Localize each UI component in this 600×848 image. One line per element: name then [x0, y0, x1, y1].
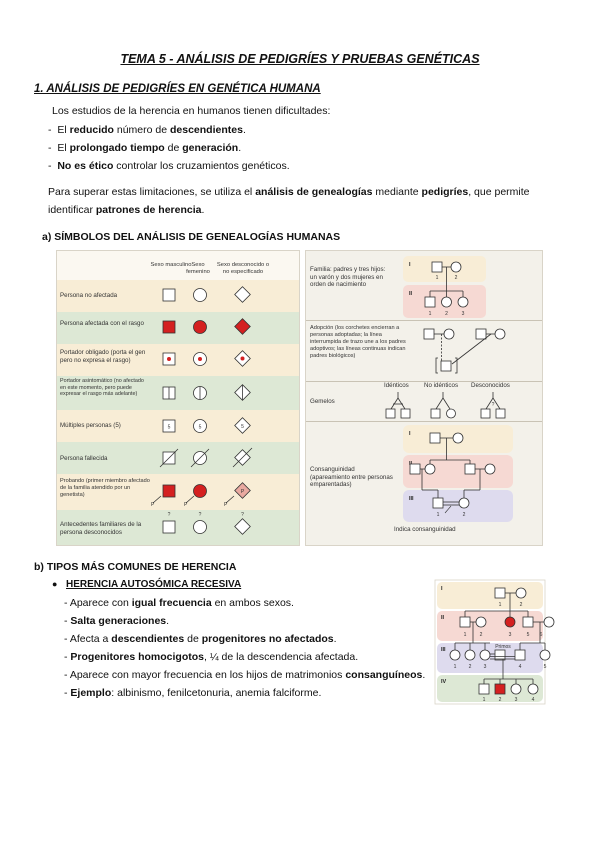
svg-text:II: II	[441, 615, 445, 621]
svg-text:I: I	[441, 586, 443, 592]
twins-nonidentical-label: No idénticos	[424, 382, 459, 389]
svg-text:P: P	[224, 502, 228, 508]
svg-text:5: 5	[241, 424, 244, 430]
subsection-heading: a) SÍMBOLOS DEL ANÁLISIS DE GENEALOGÍAS HUMANAS	[42, 231, 341, 243]
svg-text:2: 2	[498, 697, 502, 703]
svg-text:?: ?	[198, 512, 202, 518]
row-label: Persona fallecida	[60, 455, 108, 462]
list-item: - No es ético controlar los cruzamientos genéticos.	[48, 160, 290, 172]
svg-text:IV: IV	[441, 679, 447, 685]
row-label: Adopción (los corchetes encierran a personas adoptadas; la línea interrumpida de trazo une a los padres adoptivos; las líneas continuas indican padres biológicos)	[310, 325, 406, 359]
row-label: Consanguinidad (apareamiento entre personas emparentadas)	[310, 466, 393, 488]
list-item: - El prolongado tiempo de generación.	[48, 142, 242, 154]
intro-text: Los estudios de la herencia en humanos tienen dificultades:	[52, 105, 331, 117]
list-item: - Aparece con igual frecuencia en ambos sexos.	[64, 597, 294, 609]
svg-text:I: I	[409, 431, 411, 437]
svg-text:II: II	[409, 291, 413, 297]
svg-text:2: 2	[468, 664, 472, 670]
svg-text:4: 4	[518, 664, 522, 670]
row-label: Persona afectada con el rasgo	[60, 320, 144, 327]
page-title: TEMA 5 - ANÁLISIS DE PEDIGRÍES Y PRUEBAS GENÉTICAS	[120, 52, 480, 66]
list-item: - Progenitores homocigotos, ¼ de la descendencia afectada.	[64, 651, 359, 663]
col-header-male: Sexo masculino	[150, 262, 192, 268]
svg-text:4: 4	[531, 697, 535, 703]
svg-text:5: 5	[198, 424, 202, 431]
svg-text:5: 5	[526, 632, 530, 638]
paragraph: identificar patrones de herencia.	[48, 204, 205, 216]
svg-text:1: 1	[463, 632, 467, 638]
svg-text:P: P	[184, 502, 188, 508]
col-header-female: Sexo femenino	[186, 262, 210, 275]
svg-text:5: 5	[543, 664, 547, 670]
row-label: Probando (primer miembro afectado de la familia atendido por un genetista)	[60, 478, 150, 498]
svg-text:3: 3	[483, 664, 487, 670]
col-header-unknown: Sexo desconocido o no especificado	[216, 262, 270, 275]
paragraph: Para superar estas limitaciones, se utiliza el análisis de genealogías mediante pedigríes, que permite	[48, 186, 530, 198]
row-label: Portador obligado (porta el gen pero no expresa el rasgo)	[60, 349, 146, 364]
svg-text:6: 6	[539, 632, 543, 638]
svg-text:3: 3	[461, 311, 465, 317]
subsection-heading: b) TIPOS MÁS COMUNES DE HERENCIA	[34, 561, 237, 573]
bullet-icon: ●	[52, 579, 58, 589]
inheritance-heading: HERENCIA AUTOSÓMICA RECESIVA	[66, 579, 242, 590]
svg-text:?: ?	[241, 512, 244, 518]
svg-text:1: 1	[453, 664, 457, 670]
row-label: Portador asintomático (no afectado en este momento, pero puede expresar el rasgo más adelante)	[60, 378, 144, 398]
row-label: Familia: padres y tres hijos: un varón y dos mujeres en orden de nacimiento	[310, 266, 386, 288]
svg-text:1: 1	[482, 697, 486, 703]
svg-text:3: 3	[514, 697, 518, 703]
list-item: - El reducido número de descendientes.	[48, 124, 246, 136]
list-item: - Afecta a descendientes de progenitores no afectados.	[64, 633, 337, 645]
svg-text:1: 1	[436, 512, 440, 518]
consanguinity-note: Indica consanguinidad	[394, 526, 456, 533]
row-label: Gemelos	[310, 398, 335, 405]
list-item: - Salta generaciones.	[64, 615, 170, 627]
row-label: Antecedentes familiares de la persona desconocidos	[60, 521, 142, 536]
svg-text:2: 2	[462, 512, 466, 518]
svg-text:P: P	[240, 489, 245, 495]
twins-identical-label: Idénticos	[384, 382, 409, 389]
svg-text:Primos: Primos	[495, 644, 511, 650]
svg-text:1: 1	[498, 602, 502, 608]
twins-unknown-label: Desconocidos	[471, 382, 510, 389]
row-label: Persona no afectada	[60, 292, 118, 299]
svg-text:?: ?	[167, 512, 171, 518]
list-item: - Ejemplo: albinismo, fenilcetonuria, anemia falciforme.	[64, 687, 322, 699]
svg-text:2: 2	[454, 275, 458, 281]
list-item: - Aparece con mayor frecuencia en los hijos de matrimonios consanguíneos.	[64, 669, 426, 681]
svg-text:III: III	[409, 496, 414, 502]
svg-text:P: P	[151, 502, 155, 508]
row-label: Múltiples personas (5)	[60, 422, 121, 429]
svg-text:III: III	[441, 647, 446, 653]
svg-text:I: I	[409, 262, 411, 268]
svg-text:3: 3	[508, 632, 512, 638]
svg-text:?: ?	[491, 402, 495, 408]
section-heading: 1. ANÁLISIS DE PEDIGRÍES EN GENÉTICA HUMANA	[34, 83, 321, 95]
svg-text:2: 2	[445, 311, 448, 317]
svg-text:1: 1	[428, 311, 432, 317]
svg-text:2: 2	[519, 602, 523, 608]
svg-text:1: 1	[435, 275, 439, 281]
svg-text:2: 2	[479, 632, 483, 638]
svg-text:5: 5	[167, 424, 171, 431]
